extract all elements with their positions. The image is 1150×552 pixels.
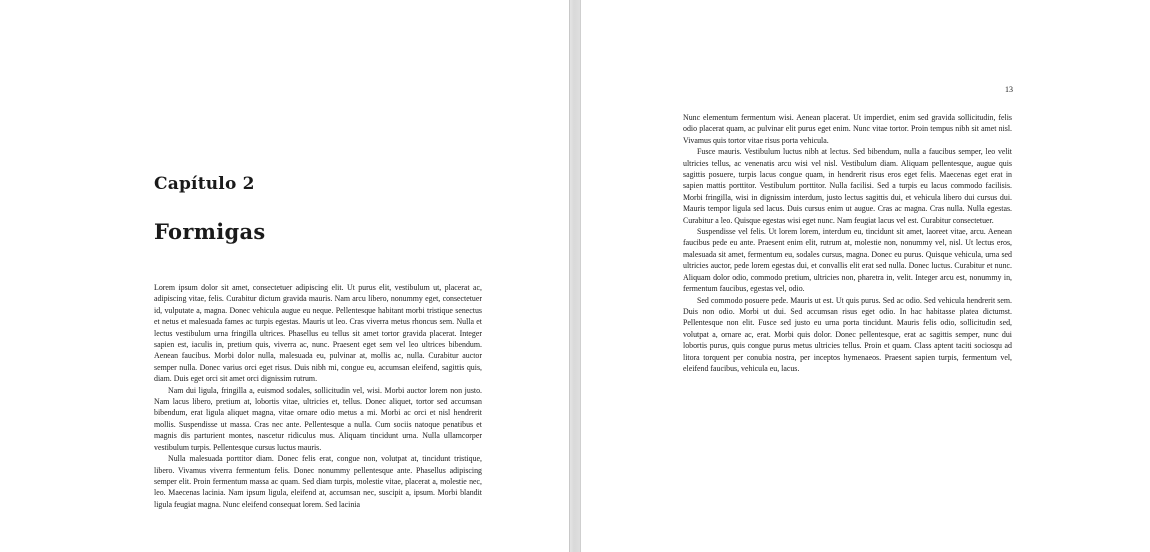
paragraph: Nam dui ligula, fringilla a, euismod sodales, sollicitudin vel, wisi. Morbi auctor lorem non justo. Nam lacus libero, pretium at, lobortis vitae, ultricies et, tellus. Donec aliquet, tortor sed accumsan bibendum, erat ligula aliquet magna, vitae ornare odio metus a mi. Morbi ac orci et nisl hendrerit mollis. Suspendisse ut massa. Cras nec ante. Pellentesque a nulla. Cum sociis natoque penatibus et magnis dis parturient montes, nascetur ridiculus mus. Aliquam tincidunt urna. Nulla ullamcorper vestibulum turpis. Pellentesque cursus luctus mauris. bbox=[154, 385, 482, 452]
paragraph: Sed commodo posuere pede. Mauris ut est. Ut quis purus. Sed ac odio. Sed vehicula hendrerit sem. Duis non odio. Morbi ut dui. Sed accumsan risus eget odio. In hac habitasse platea dictumst. Pellentesque non elit. Fusce sed justo eu urna porta tincidunt. Mauris felis odio, sollicitudin sed, volutpat a, ornare ac, erat. Morbi quis dolor. Donec pellentesque, erat ac sagittis semper, nunc dui lobortis purus, quis congue purus metus ultricies tellus. Proin et quam. Class aptent taciti sociosqu ad litora torquent per conubia nostra, per inceptos hymenaeos. Praesent sapien turpis, fermentum vel, eleifend faucibus, vehicula eu, lacus. bbox=[683, 295, 1012, 373]
paragraph: Nunc elementum fermentum wisi. Aenean placerat. Ut imperdiet, enim sed gravida sollicitudin, felis odio placerat quam, ac pulvinar elit purus eget enim. Nunc vitae tortor. Proin tempus nibh sit amet nisl. Vivamus quis tortor vitae risus porta vehicula. bbox=[683, 113, 1012, 145]
paragraph: Lorem ipsum dolor sit amet, consectetuer adipiscing elit. Ut purus elit, vestibulum ut, placerat ac, adipiscing vitae, felis. Curabitur dictum gravida mauris. Nam arcu libero, nonummy eget, consectetuer id, vulputate a, magna. Donec vehicula augue eu neque. Pellentesque habitant morbi tristique senectus et netus et malesuada fames ac turpis egestas. Mauris ut leo. Cras viverra metus rhoncus sem. Nulla et lectus vestibulum urna fringilla ultrices. Phasellus eu tellus sit amet tortor gravida placerat. Integer sapien est, iaculis in, pretium quis, viverra ac, nunc. Praesent eget sem vel leo ultrices bibendum. Aenean faucibus. Morbi dolor nulla, malesuada eu, pulvinar at, mollis ac, nulla. Curabitur auctor semper nulla. Donec varius orci eget risus. Duis nibh mi, congue eu, accumsan eleifend, sagittis quis, diam. Duis eget orci sit amet orci dignissim rutrum. bbox=[154, 283, 482, 384]
right-page bbox=[581, 0, 1150, 552]
paragraph: Suspendisse vel felis. Ut lorem lorem, interdum eu, tincidunt sit amet, laoreet vitae, arcu. Aenean faucibus pede eu ante. Praesent enim elit, rutrum at, molestie non, nonummy vel, nisl. Ut lectus eros, malesuada sit amet, fermentum eu, sodales cursus, magna. Donec eu purus. Quisque vehicula, urna sed ultricies auctor, pede lorem egestas dui, et convallis elit erat sed nulla. Donec luctus. Curabitur et nunc. Aliquam dolor odio, commodo pretium, ultricies non, pharetra in, velit. Integer arcu est, nonummy in, fermentum faucibus, egestas vel, odio. bbox=[683, 227, 1012, 294]
right-page-body bbox=[683, 112, 1012, 374]
left-page bbox=[0, 0, 569, 552]
chapter-number: Capítulo 2 bbox=[154, 174, 255, 194]
page-number: 13 bbox=[1005, 85, 1013, 94]
left-page-body bbox=[154, 282, 482, 510]
chapter-title: Formigas bbox=[154, 219, 266, 244]
paragraph: Nulla malesuada porttitor diam. Donec felis erat, congue non, volutpat at, tincidunt tristique, libero. Vivamus viverra fermentum felis. Donec nonummy pellentesque ante. Phasellus adipiscing semper elit. Proin fermentum massa ac quam. Sed diam turpis, molestie vitae, placerat a, molestie nec, leo. Maecenas lacinia. Nam ipsum ligula, eleifend at, accumsan nec, suscipit a, ipsum. Morbi blandit ligula feugiat magna. Nunc eleifend consequat lorem. Sed lacinia bbox=[154, 454, 482, 509]
page-gutter bbox=[569, 0, 581, 552]
paragraph: Fusce mauris. Vestibulum luctus nibh at lectus. Sed bibendum, nulla a faucibus semper, leo velit ultricies tellus, ac venenatis arcu wisi vel nisl. Vestibulum diam. Aliquam pellentesque, augue quis sagittis posuere, turpis lacus congue quam, in hendrerit risus eros eget felis. Maecenas eget erat in sapien mattis porttitor. Vestibulum porttitor. Nulla facilisi. Sed a turpis eu lacus commodo facilisis. Morbi fringilla, wisi in dignissim interdum, justo lectus sagittis dui, et vehicula libero dui cursus dui. Mauris tempor ligula sed lacus. Duis cursus enim ut augue. Cras ac magna. Cras nulla. Nulla egestas. Curabitur a leo. Quisque egestas wisi eget nunc. Nam feugiat lacus vel est. Curabitur consectetuer. bbox=[683, 147, 1012, 225]
